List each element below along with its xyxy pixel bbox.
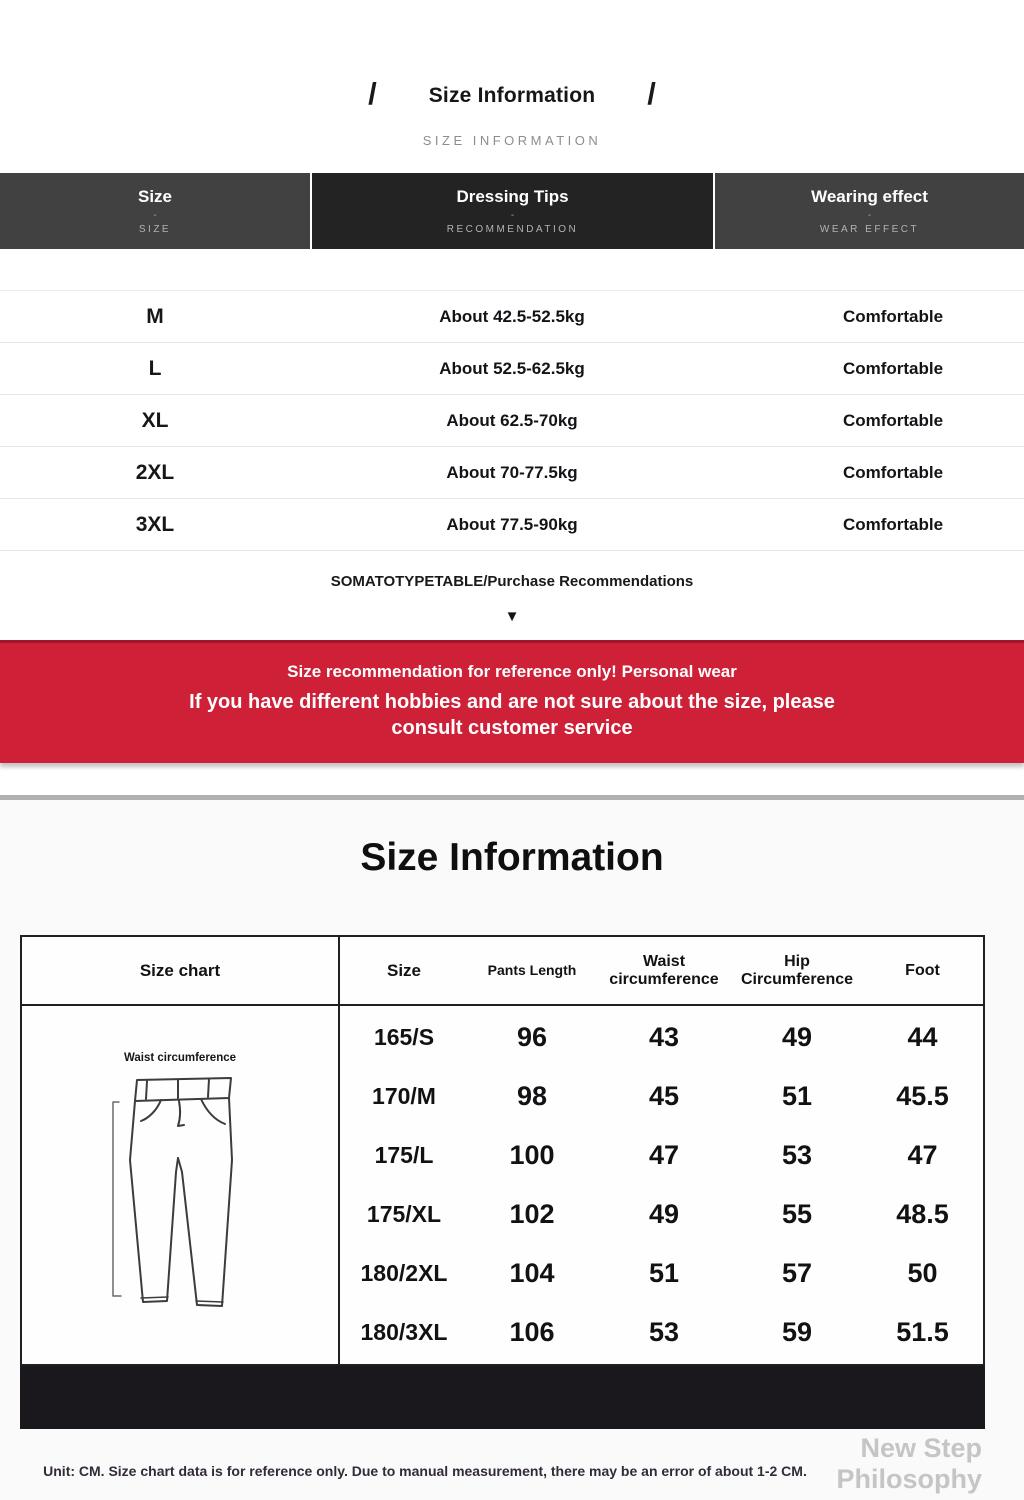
column-header-hip: Hip Circumference <box>740 952 854 988</box>
wearing-effect-value: Comfortable <box>842 514 944 534</box>
waist-value: 53 <box>648 1317 680 1347</box>
header-dash: - <box>153 210 157 221</box>
foot-value: 51.5 <box>896 1317 949 1347</box>
watermark-line2: Philosophy <box>836 1464 982 1494</box>
hip-value: 49 <box>781 1022 813 1052</box>
wearing-effect-value: Comfortable <box>842 306 944 326</box>
pants-length-value: 102 <box>509 1199 555 1229</box>
row-size: 165/S <box>373 1024 435 1050</box>
size-chart-header-row <box>22 937 983 1006</box>
pants-diagram <box>75 1068 285 1320</box>
size-chart-row <box>340 1126 983 1185</box>
waist-circumference-label: Waist circumference <box>123 1052 237 1064</box>
header-cell-size <box>0 173 310 249</box>
pants-length-value: 104 <box>509 1258 555 1288</box>
slash-decoration-left: / <box>368 76 377 111</box>
size-chart-table <box>20 935 985 1366</box>
foot-value: 48.5 <box>896 1199 949 1229</box>
row-size: 180/2XL <box>360 1260 448 1286</box>
waist-value: 45 <box>648 1081 680 1111</box>
size-value: M <box>146 304 164 328</box>
size-chart-column-headers <box>340 937 983 1004</box>
size-chart-row <box>340 1008 983 1067</box>
section1-title-row <box>0 78 1024 114</box>
pants-length-value: 98 <box>516 1081 548 1111</box>
header-cell-wearing-effect <box>715 173 1024 249</box>
table-row <box>0 499 1024 551</box>
column-header-waist: Waist circumference <box>609 952 719 988</box>
table-row <box>0 343 1024 395</box>
size-chart-corner-label: Size chart <box>22 937 340 1004</box>
header-title: Size <box>137 187 173 206</box>
waist-value: 51 <box>648 1258 680 1288</box>
wearing-effect-value: Comfortable <box>842 462 944 482</box>
hip-value: 59 <box>781 1317 813 1347</box>
wearing-effect-value: Comfortable <box>842 358 944 378</box>
tips-table-body <box>0 290 1024 551</box>
header-dash: - <box>867 210 872 221</box>
header-title: Dressing Tips <box>456 187 569 206</box>
dressing-tip-value: About 52.5-62.5kg <box>439 358 585 378</box>
dressing-tip-value: About 42.5-52.5kg <box>439 306 585 326</box>
size-value: L <box>148 356 162 380</box>
row-size: 180/3XL <box>360 1319 448 1345</box>
banner-line2: If you have different hobbies and are not sure about the size, please consult customer service <box>189 691 835 739</box>
dressing-tip-value: About 70-77.5kg <box>446 462 578 482</box>
size-chart-row <box>340 1067 983 1126</box>
row-size: 175/L <box>374 1142 434 1168</box>
size-value: 2XL <box>135 460 175 484</box>
brand-watermark <box>836 1433 982 1495</box>
slash-decoration-right: / <box>647 76 656 111</box>
size-chart-row <box>340 1244 983 1303</box>
pants-length-value: 106 <box>509 1317 555 1347</box>
pants-length-value: 96 <box>516 1022 548 1052</box>
somatotype-note: SOMATOTYPETABLE/Purchase Recommendations <box>330 573 694 590</box>
down-arrow-icon: ▼ <box>504 608 520 625</box>
waist-value: 47 <box>648 1140 680 1170</box>
size-chart-rows <box>340 1006 983 1364</box>
foot-value: 44 <box>907 1022 938 1052</box>
hip-value: 55 <box>781 1199 813 1229</box>
row-size: 170/M <box>372 1083 436 1109</box>
unit-disclaimer: Unit: CM. Size chart data is for reference only. Due to manual measurement, there may be an error of about 1-2 CM. <box>43 1463 807 1479</box>
tips-table-header <box>0 173 1024 249</box>
size-chart-row <box>340 1303 983 1362</box>
size-chart-body <box>22 1006 983 1364</box>
section1-subtitle: SIZE INFORMATION <box>422 133 602 148</box>
foot-value: 50 <box>907 1258 938 1288</box>
size-chart-title: Size Information <box>360 836 664 879</box>
size-value: 3XL <box>135 512 175 536</box>
foot-value: 45.5 <box>896 1081 949 1111</box>
size-recommendation-banner <box>0 640 1024 763</box>
size-chart-section <box>0 800 1024 1500</box>
header-subtitle: SIZE <box>138 224 172 235</box>
pants-diagram-cell <box>22 1006 340 1364</box>
dressing-tip-value: About 77.5-90kg <box>446 514 578 534</box>
hip-value: 51 <box>781 1081 813 1111</box>
foot-value: 47 <box>907 1140 938 1170</box>
table-row <box>0 447 1024 499</box>
header-subtitle: RECOMMENDATION <box>446 224 579 235</box>
section1-title: Size Information <box>428 84 596 107</box>
column-header-size: Size <box>386 960 422 980</box>
table-row <box>0 290 1024 343</box>
wearing-effect-value: Comfortable <box>842 410 944 430</box>
banner-line1: Size recommendation for reference only! Personal wear <box>287 662 737 681</box>
column-header-foot: Foot <box>905 961 940 979</box>
size-chart-row <box>340 1185 983 1244</box>
column-header-pants-length: Pants Length <box>487 961 577 978</box>
hip-value: 53 <box>781 1140 813 1170</box>
waist-value: 49 <box>648 1199 680 1229</box>
hip-value: 57 <box>781 1258 813 1288</box>
header-title: Wearing effect <box>811 187 928 206</box>
table-row <box>0 395 1024 447</box>
header-subtitle: WEAR EFFECT <box>819 224 920 235</box>
header-cell-dressing-tips <box>312 173 713 249</box>
header-dash: - <box>510 210 515 221</box>
dressing-tip-value: About 62.5-70kg <box>446 410 578 430</box>
pants-length-value: 100 <box>509 1140 555 1170</box>
waist-value: 43 <box>648 1022 680 1052</box>
footer-black-bar <box>20 1366 985 1429</box>
row-size: 175/XL <box>366 1201 442 1227</box>
size-value: XL <box>141 408 169 432</box>
watermark-line1: New Step <box>860 1433 982 1463</box>
